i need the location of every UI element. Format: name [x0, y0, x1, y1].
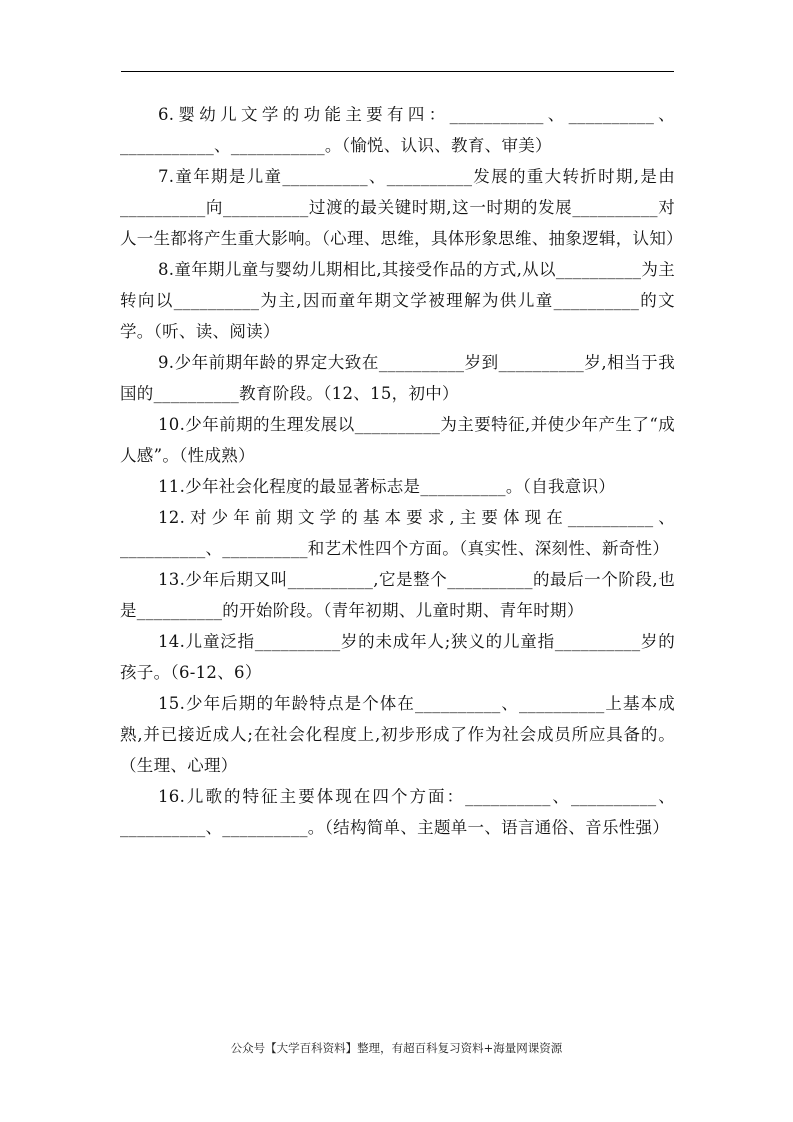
question-13: 13.少年后期又叫__________,它是整个__________的最后一个阶段,也是__________的开始阶段。（青年初期、儿童时期、青年时期） [120, 570, 675, 620]
question-6: 6.婴幼儿文学的功能主要有四：___________、__________、___________、___________。（愉悦、认识、教育、审美） [120, 105, 675, 155]
question-11: 11.少年社会化程度的最显著标志是__________。（自我意识） [158, 477, 616, 496]
question-16: 16.儿歌的特征主要体现在四个方面：__________、__________、__________、__________。（结构简单、主题单一、语言通俗、音乐性强） [120, 787, 675, 837]
question-9: 9.少年前期年龄的界定大致在__________岁到__________岁,相当于我国的__________教育阶段。（12、15，初中） [120, 353, 675, 403]
question-12: 12.对少年前期文学的基本要求,主要体现在__________、__________、__________和艺术性四个方面。（真实性、深刻性、新奇性） [120, 508, 675, 558]
question-15: 15.少年后期的年龄特点是个体在__________、__________上基本成熟,并已接近成人;在社会化程度上,初步形成了作为社会成员所应具备的。（生理、心理） [120, 694, 675, 775]
question-10: 10.少年前期的生理发展以__________为主要特征,并使少年产生了“成人感”。（性成熟） [120, 415, 675, 465]
page-footer: 公众号【大学百科资料】整理，有超百科复习资料+海量网课资源 [230, 1041, 563, 1055]
header-rule [121, 71, 674, 72]
question-list [120, 99, 683, 843]
question-8: 8.童年期儿童与婴幼儿期相比,其接受作品的方式,从以__________为主转向以__________为主,因而童年期文学被理解为供儿童__________的文学。（听、读、阅读） [120, 260, 675, 341]
question-7: 7.童年期是儿童__________、__________发展的重大转折时期,是由__________向__________过渡的最关键时期,这一时期的发展__________对人一生都将产生重大影响。（心理、思维，具体形象思维、抽象逻辑，认知） [120, 167, 683, 248]
question-14: 14.儿童泛指__________岁的未成年人;狭义的儿童指__________岁的孩子。（6-12、6） [120, 632, 675, 682]
